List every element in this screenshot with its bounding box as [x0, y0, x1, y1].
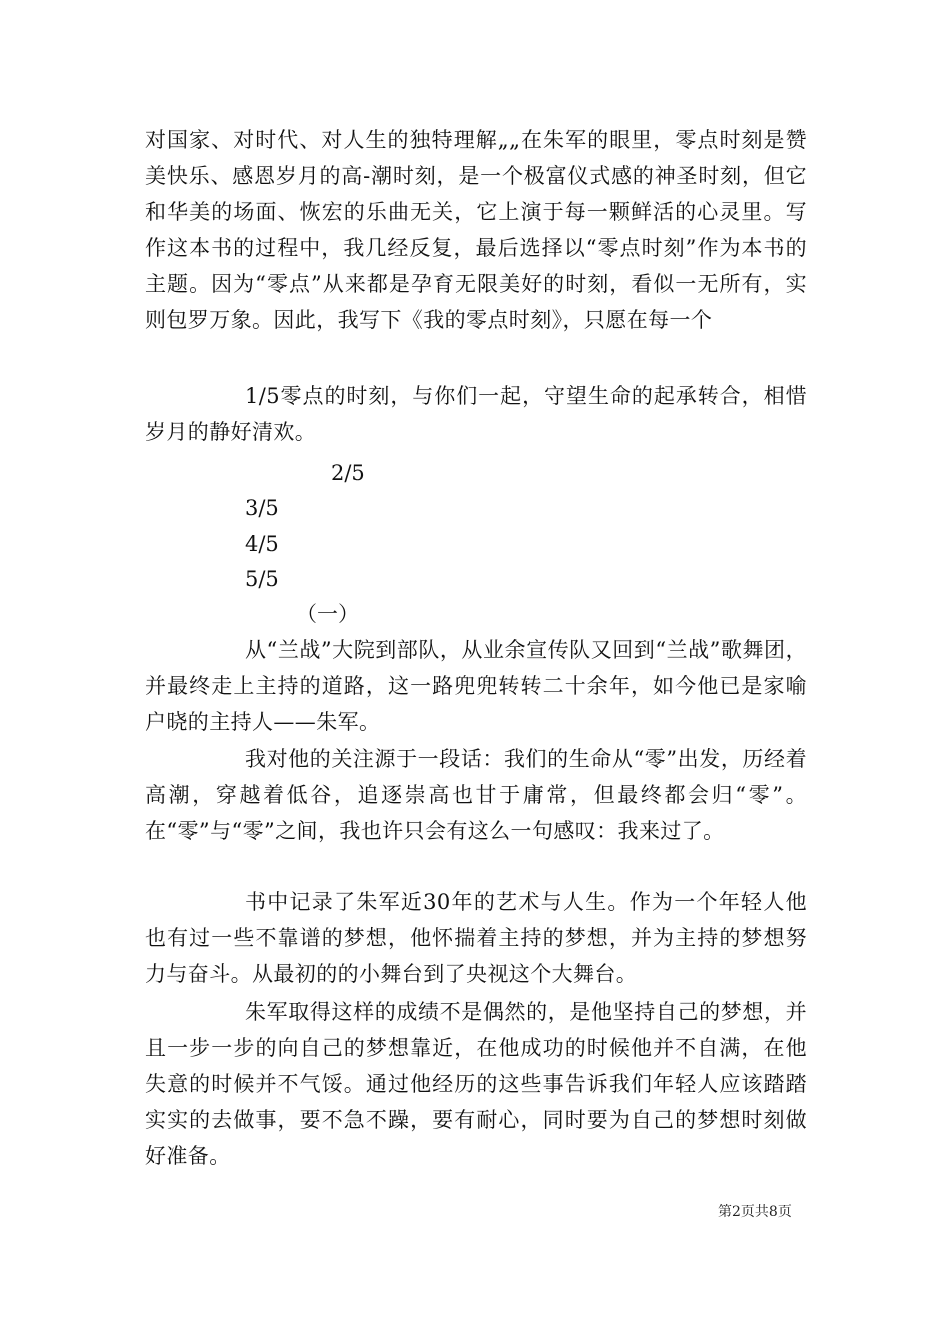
paragraph-quote: 我对他的关注源于一段话：我们的生命从“零”出发，历经着高潮，穿越着低谷，追逐崇高也甘于庸常，但最终都会归“零”。在“零”与“零”之间，我也许只会有这么一句感叹：我来过了。	[145, 747, 807, 843]
paragraph-intro: 对国家、对时代、对人生的独特理解„„在朱军的眼里，零点时刻是赞美快乐、感恩岁月的高-潮时刻，是一个极富仪式感的神圣时刻，但它和华美的场面、恢宏的乐曲无关，它上演于每一颗鲜活的心灵里。写作这本书的过程中，我几经反复，最后选择以“零点时刻”作为本书的主题。因为“零点”从来都是孕育无限美好的时刻，看似一无所有，实则包罗万象。因此，我写下《我的零点时刻》，只愿在每一个	[145, 128, 807, 332]
page-marker-4: 4/5	[245, 532, 279, 556]
page-marker-3: 3/5	[245, 496, 279, 520]
page-marker-5: 5/5	[245, 567, 279, 591]
paragraph-book-summary: 书中记录了朱军近30年的艺术与人生。作为一个年轻人他也有过一些不靠谱的梦想，他怀揣着主持的梦想，并为主持的梦想努力与奋斗。从最初的的小舞台到了央视这个大舞台。	[145, 890, 807, 986]
paragraph-page-marker-1: 1/5零点的时刻，与你们一起，守望生命的起承转合，相惜岁月的静好清欢。	[145, 384, 807, 444]
paragraph-lessons: 朱军取得这样的成绩不是偶然的，是他坚持自己的梦想，并且一步一步的向自己的梦想靠近，在他成功的时候他并不自满，在他失意的时候并不气馁。通过他经历的这些事告诉我们年轻人应该踏踏实实的去做事，要不急不躁，要有耐心，同时要为自己的梦想时刻做好准备。	[145, 1000, 807, 1168]
section-heading: （一）	[296, 602, 359, 626]
paragraph-career: 从“兰战”大院到部队，从业余宣传队又回到“兰战”歌舞团，并最终走上主持的道路，这一路兜兜转转二十余年，如今他已是家喻户晓的主持人——朱军。	[145, 638, 807, 734]
page-footer: 第2页共8页	[718, 1204, 792, 1220]
page-marker-2: 2/5	[331, 461, 365, 485]
